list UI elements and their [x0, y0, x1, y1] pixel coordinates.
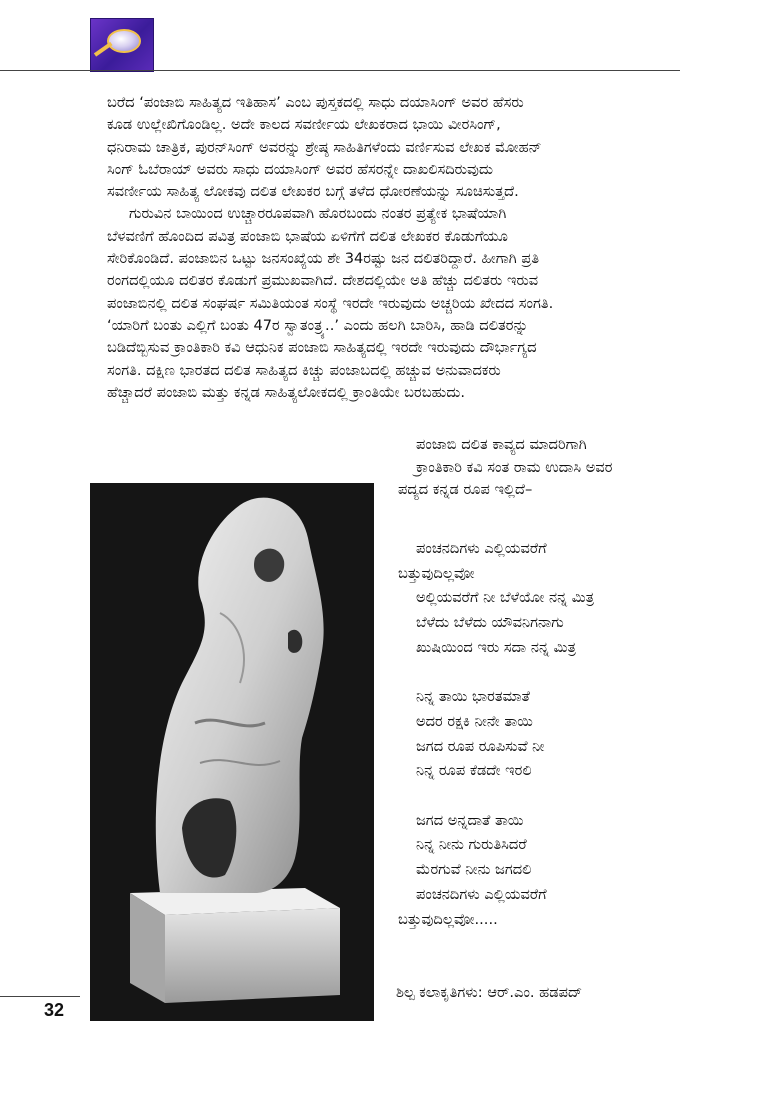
body-line: ಸಂಗತಿ. ದಕ್ಷಿಣ ಭಾರತದ ದಲಿತ ಸಾಹಿತ್ಯದ ಕಿಚ್ಚು ಪಂಜಾಬದಲ್ಲಿ ಹಚ್ಚುವ ಅನುವಾದಕರು: [107, 361, 501, 379]
poem-intro-line: ಪಂಜಾಬಿ ದಲಿತ ಕಾವ್ಯದ ಮಾದರಿಗಾಗಿ: [416, 436, 587, 453]
poem-line: ಅಲ್ಲಿಯವರೆಗೆ ನೀ ಬೆಳೆಯೋ ನನ್ನ ಮಿತ್ರ: [416, 589, 595, 607]
magnifier-handle: [94, 42, 113, 57]
body-line: ಸವರ್ಣೀಯ ಸಾಹಿತ್ಯ ಲೋಕವು ದಲಿತ ಲೇಖಕರ ಬಗ್ಗೆ ತಳೆದ ಧೋರಣೆಯನ್ನು ಸೂಚಿಸುತ್ತದೆ.: [107, 183, 519, 201]
poem-line: ನಿನ್ನ ನೀನು ಗುರುತಿಸಿದರೆ: [416, 836, 527, 854]
image-caption: ಶಿಲ್ಪ ಕಲಾಕೃತಿಗಳು: ಆರ್.ಎಂ. ಹಡಪದ್: [396, 984, 583, 1001]
poem-line: ಪಂಚನದಿಗಳು ಎಲ್ಲಿಯವರೆಗೆ: [416, 540, 547, 557]
body-line: ಬೆಳವಣಿಗೆ ಹೊಂದಿದ ಪವಿತ್ರ ಪಂಜಾಬಿ ಭಾಷೆಯ ಏಳಿಗೆಗೆ ದಲಿತ ಲೇಖಕರ ಕೊಡುಗೆಯೂ: [107, 227, 508, 245]
body-line: ಬರೆದ ‘ಪಂಜಾಬಿ ಸಾಹಿತ್ಯದ ಇತಿಹಾಸ’ ಎಂಬ ಪುಸ್ತಕದಲ್ಲಿ ಸಾಧು ದಯಾಸಿಂಗ್ ಅವರ ಹೆಸರು: [107, 94, 524, 111]
body-line: ಧನಿರಾಮ ಚಾತ್ರಿಕ, ಪುರನ್‌ಸಿಂಗ್ ಅವರನ್ನು ಶ್ರೇಷ್ಠ ಸಾಹಿತಿಗಳೆಂದು ವರ್ಣಿಸುವ ಲೇಖಕ ಮೋಹನ್: [107, 138, 542, 156]
body-line: ಸಿಂಗ್ ಓಬೆರಾಯ್ ಅವರು ಸಾಧು ದಯಾಸಿಂಗ್ ಅವರ ಹೆಸರನ್ನೇ ದಾಖಲಿಸದಿರುವುದು: [107, 160, 494, 178]
poem-intro-line: ಕ್ರಾಂತಿಕಾರಿ ಕವಿ ಸಂತ ರಾಮ ಉದಾಸಿ ಅವರ: [416, 458, 613, 476]
body-line: ಹೆಚ್ಚಾದರೆ ಪಂಜಾಬಿ ಮತ್ತು ಕನ್ನಡ ಸಾಹಿತ್ಯಲೋಕದಲ್ಲಿ ಕ್ರಾಂತಿಯೇ ಬರಬಹುದು.: [107, 383, 466, 401]
page-number: 32: [44, 1000, 65, 1020]
body-line: ಬಡಿದೆಬ್ಬಿಸುವ ಕ್ರಾಂತಿಕಾರಿ ಕವಿ ಆಧುನಿಕ ಪಂಜಾಬಿ ಸಾಹಿತ್ಯದಲ್ಲಿ ಇರದೇ ಇರುವುದು ದೌರ್ಭಾಗ್ಯದ: [107, 339, 537, 357]
body-line: ಸೇರಿಕೊಂಡಿದೆ. ಪಂಜಾಬಿನ ಒಟ್ಟು ಜನಸಂಖ್ಯೆಯ ಶೇ 34ರಷ್ಟು ಜನ ದಲಿತರಿದ್ದಾರೆ. ಹೀಗಾಗಿ ಪ್ರತಿ: [107, 250, 540, 268]
body-line: ‘ಯಾರಿಗೆ ಬಂತು ಎಲ್ಲಿಗೆ ಬಂತು 47ರ ಸ್ವಾತಂತ್ರ್ಯ..’ ಎಂದು ಹಲಗಿ ಬಾರಿಸಿ, ಹಾಡಿ ದಲಿತರನ್ನು: [107, 316, 529, 334]
header-divider: [0, 70, 680, 71]
poem-line: ಜಗದ ರೂಪ ರೂಪಿಸುವೆ ನೀ: [416, 737, 545, 755]
poem: [398, 537, 678, 932]
magnifier-icon: [90, 18, 154, 72]
magnifier-lens: [107, 29, 141, 53]
poem-line: ನಿನ್ನ ರೂಪ ಕೆಡದೇ ಇರಲಿ: [416, 762, 532, 780]
body-line: ಕೂಡ ಉಲ್ಲೇಖಿಗೊಂಡಿಲ್ಲ. ಅದೇ ಕಾಲದ ಸವರ್ಣೀಯ ಲೇಖಕರಾದ ಭಾಯಿ ವೀರಸಿಂಗ್,: [107, 116, 501, 134]
body-line: ರಂಗದಲ್ಲಿಯೂ ದಲಿತರ ಕೊಡುಗೆ ಪ್ರಮುಖವಾಗಿದೆ. ದೇಶದಲ್ಲಿಯೇ ಅತಿ ಹೆಚ್ಚು ದಲಿತರು ಇರುವ: [107, 272, 539, 290]
body-line: ಗುರುವಿನ ಬಾಯಿಂದ ಉಚ್ಚಾರರೂಪವಾಗಿ ಹೊರಬಂದು ನಂತರ ಪ್ರತ್ಯೇಕ ಭಾಷೆಯಾಗಿ: [129, 205, 507, 223]
poem-line: ಬತ್ತುವುದಿಲ್ಲವೋ: [398, 564, 475, 582]
poem-line: ನಿನ್ನ ತಾಯಿ ಭಾರತಮಾತೆ: [416, 688, 530, 706]
sculpture-photo: [90, 483, 374, 1021]
body-text: [107, 92, 677, 404]
poem-line: ಅದರ ರಕ್ಷಕಿ ನೀನೇ ತಾಯಿ: [416, 712, 533, 730]
poem-line: ಖುಷಿಯಿಂದ ಇರು ಸದಾ ನನ್ನ ಮಿತ್ರ: [416, 638, 576, 656]
poem-intro: [398, 434, 678, 502]
poem-line: ಪಂಚನದಿಗಳು ಎಲ್ಲಿಯವರೆಗೆ: [416, 885, 547, 903]
stanza-gap: [398, 784, 678, 809]
stanza-gap: [398, 661, 678, 686]
body-line: ಪಂಜಾಬಿನಲ್ಲಿ ದಲಿತ ಸಂಘರ್ಷ ಸಮಿತಿಯಂತ ಸಂಸ್ಥೆ ಇರದೇ ಇರುವುದು ಅಚ್ಚರಿಯ ಖೇದದ ಸಂಗತಿ.: [107, 294, 554, 312]
poem-line: ಬತ್ತುವುದಿಲ್ಲವೋ.....: [398, 910, 498, 928]
poem-line: ಬೆಳೆದು ಬೆಳೆದು ಯೌವನಿಗನಾಗು: [416, 614, 564, 632]
page-number-rule: [0, 996, 80, 997]
poem-intro-line: ಪದ್ಯದ ಕನ್ನಡ ರೂಪ ಇಲ್ಲಿದೆ–: [398, 481, 533, 498]
poem-line: ಜಗದ ಅನ್ನದಾತೆ ತಾಯಿ: [416, 811, 524, 829]
poem-line: ಮೆರಗುವೆ ನೀನು ಜಗದಲಿ: [416, 861, 532, 879]
